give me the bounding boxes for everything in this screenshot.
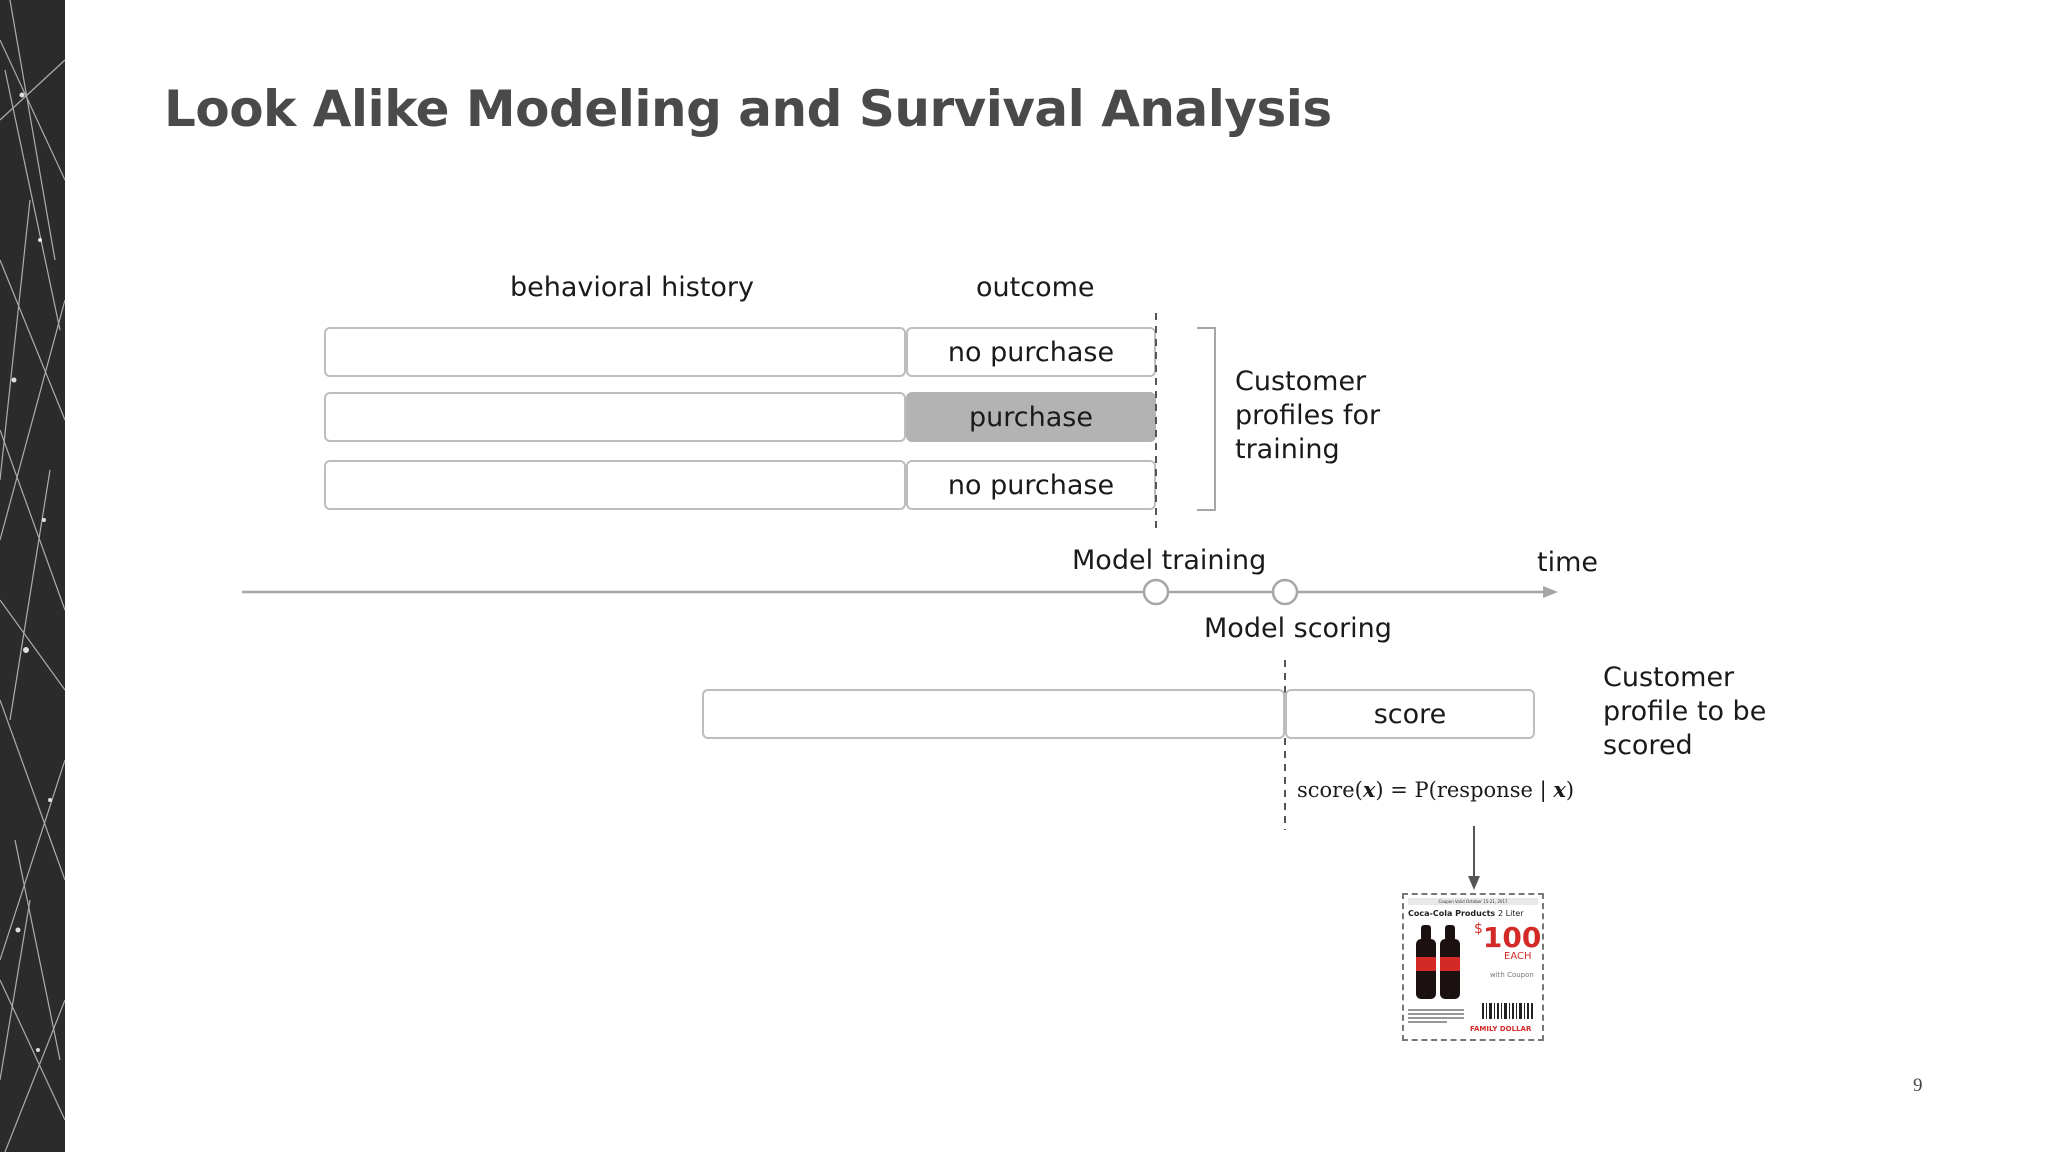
barcode-icon [1482,1003,1534,1019]
slide-title: Look Alike Modeling and Survival Analysis [164,80,1332,138]
score-to-coupon-arrowhead [1468,876,1480,890]
coupon-image [1402,893,1544,1041]
coupon-each: EACH [1504,951,1532,962]
timeline-arrowhead [1543,586,1558,598]
training-outcome-cell-1: no purchase [906,327,1156,377]
time-axis-label: time [1537,547,1599,578]
model-training-marker [1144,580,1168,604]
scoring-history-box [702,689,1285,739]
score-cell: score [1285,689,1535,739]
coupon-fine-print [1408,1007,1464,1025]
model-training-label: Model training [1072,545,1267,576]
coupon-price: $100 [1474,921,1542,954]
model-scoring-marker [1273,580,1297,604]
behavioral-history-header: behavioral history [510,272,755,303]
soda-bottles-icon [1410,921,1466,1003]
coupon-product: Coca-Cola Products 2 Liter [1408,909,1524,918]
training-bracket [1197,328,1215,510]
outcome-header: outcome [976,272,1095,303]
coupon-header: Coupon Valid October 15-21, 2017 [1408,898,1538,905]
model-scoring-label: Model scoring [1204,613,1392,644]
training-outcome-cell-2: purchase [906,392,1156,442]
coupon-store-logo: FAMILY DOLLAR [1470,1025,1532,1033]
scored-profile-label: Customer profile to be scored [1603,662,1767,761]
training-outcome-cell-3: no purchase [906,460,1156,510]
score-formula: score(x) = P(response | x) [1297,777,1575,802]
page-number: 9 [1913,1075,1923,1096]
training-profiles-label: Customer profiles for training [1235,366,1381,465]
coupon-with-coupon: with Coupon [1490,971,1534,979]
